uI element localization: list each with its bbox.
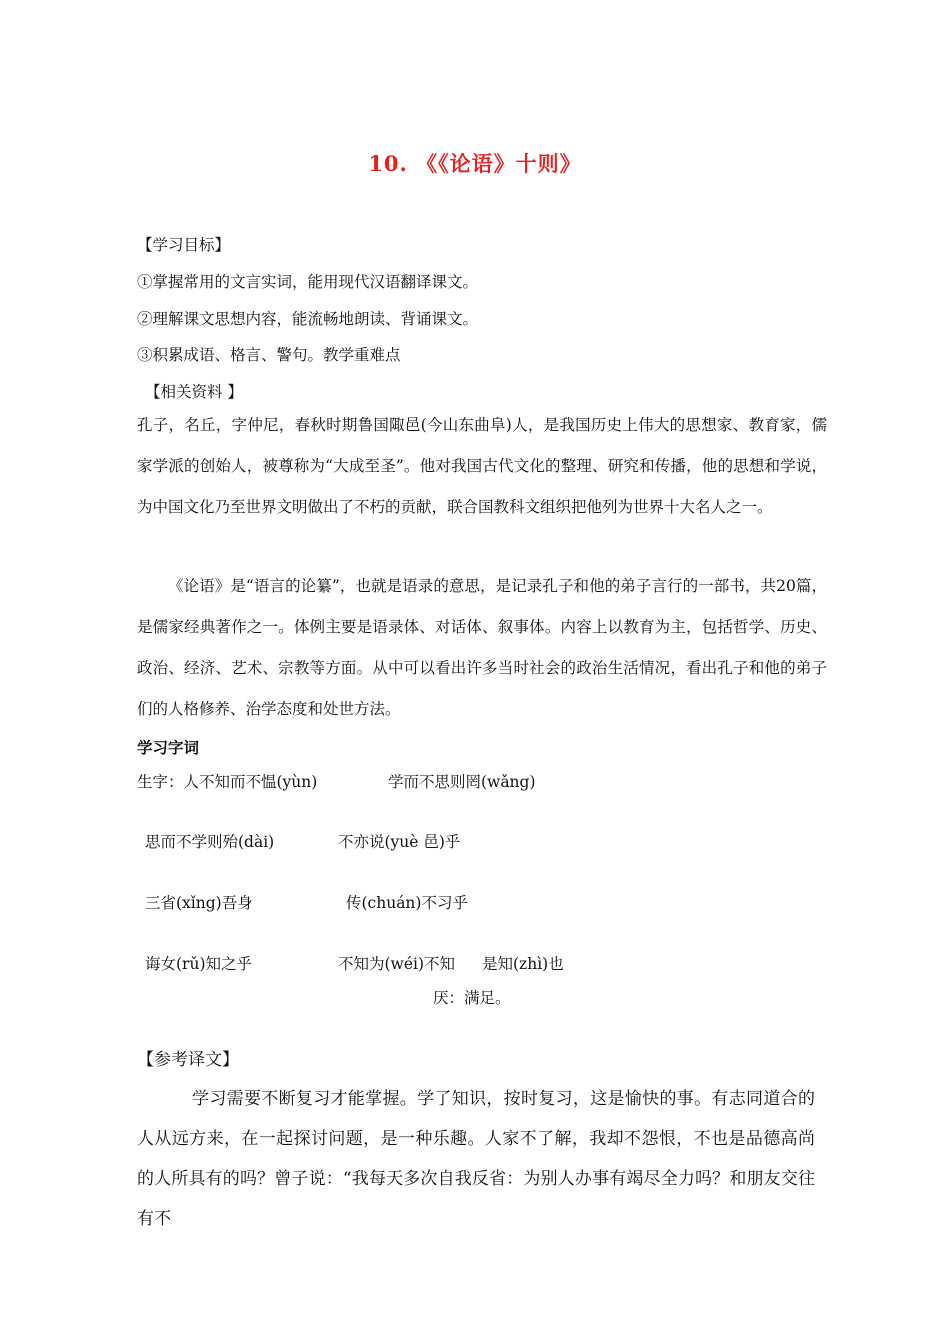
translation-heading: 【参考译文】: [137, 1050, 239, 1070]
page-title: 10. 《《论语》十则》: [368, 151, 582, 176]
goal-item-2: ②理解课文思想内容，能流畅地朗读、背诵课文。: [137, 310, 479, 328]
vocab-note: 厌：满足。: [433, 989, 511, 1007]
vocab-word: 传(chuán)不习乎: [346, 894, 468, 912]
vocab-word: 三省(xǐng)吾身: [145, 894, 253, 912]
vocab-word: 生字：人不知而不愠(yùn): [137, 773, 318, 791]
materials-paragraph-2: 《论语》是“语言的论纂”，也就是语录的意思，是记录孔子和他的弟子言行的一部书，共20篇，是儒家经典著作之一。体例主要是语录体、对话体、叙事体。内容上以教育为主，包括哲学、历史、政治、经济、艺术、宗教等方面。从中可以看出许多当时社会的政治生活情况，看出孔子和他的弟子们的人格修养、治学态度和处世方法。: [137, 577, 827, 718]
translation-paragraph: 学习需要不断复习才能掌握。学了知识，按时复习，这是愉快的事。有志同道合的人从远方来，在一起探讨问题，是一种乐趣。人家不了解，我却不怨恨，不也是品德高尚的人所具有的吗？曾子说：“我每天多次自我反省：为别人办事有竭尽全力吗？和朋友交往有不: [137, 1089, 815, 1229]
vocab-word: 是知(zhì)也: [482, 955, 564, 973]
vocab-word: 不亦说(yuè 邑)乎: [338, 833, 461, 851]
materials-paragraph-1: 孔子，名丘，字仲尼，春秋时期鲁国陬邑(今山东曲阜)人，是我国历史上伟大的思想家、教育家，儒家学派的创始人，被尊称为“大成至圣”。他对我国古代文化的整理、研究和传播，他的思想和学说，为中国文化乃至世界文明做出了不朽的贡献，联合国教科文组织把他列为世界十大名人之一。: [137, 416, 827, 516]
vocab-heading: 学习字词: [137, 739, 200, 757]
vocab-word: 不知为(wéi)不知: [338, 955, 455, 973]
goals-heading: 【学习目标】: [137, 236, 231, 254]
vocab-word: 学而不思则罔(wǎng): [388, 773, 536, 791]
materials-heading: 【相关资料 】: [145, 383, 243, 401]
goal-item-1: ①掌握常用的文言实词，能用现代汉语翻译课文。: [137, 273, 479, 291]
goal-item-3: ③积累成语、格言、警句。教学重难点: [137, 346, 401, 364]
vocab-word: 诲女(rǔ)知之乎: [145, 955, 252, 973]
vocab-word: 思而不学则殆(dài): [145, 833, 275, 851]
